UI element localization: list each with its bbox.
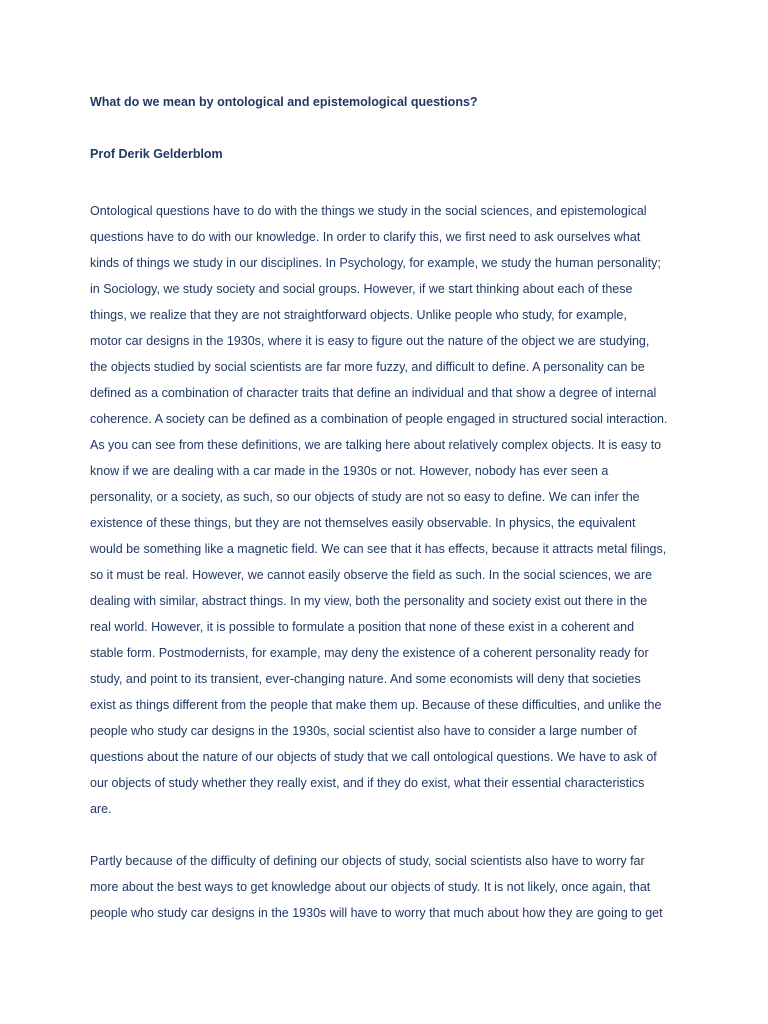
text-line: dealing with similar, abstract things. In my view, both the personality and society exist out there in the bbox=[90, 594, 648, 608]
text-line: defined as a combination of character traits that define an individual and that show a degree of internal bbox=[90, 386, 657, 400]
text-line: study, and point to its transient, ever-changing nature. And some economists will deny that societies bbox=[90, 672, 641, 686]
text-line: Ontological questions have to do with the things we study in the social sciences, and epistemological bbox=[90, 204, 647, 218]
paragraph-ontology bbox=[90, 198, 688, 822]
text-line: are. bbox=[90, 802, 112, 816]
text-line: exist as things different from the people that make them up. Because of these difficulties, and unlike the bbox=[90, 698, 662, 712]
text-line: in Sociology, we study society and social groups. However, if we start thinking about each of these bbox=[90, 282, 633, 296]
text-line: so it must be real. However, we cannot easily observe the field as such. In the social sciences, we are bbox=[90, 568, 653, 582]
text-line: As you can see from these definitions, we are talking here about relatively complex objects. It is easy to bbox=[90, 438, 662, 452]
text-line: questions about the nature of our objects of study that we call ontological questions. We have to ask of bbox=[90, 750, 657, 764]
text-line: things, we realize that they are not straightforward objects. Unlike people who study, for example, bbox=[90, 308, 627, 322]
text-line: stable form. Postmodernists, for example, may deny the existence of a coherent personality ready for bbox=[90, 646, 649, 660]
text-line: Partly because of the difficulty of defining our objects of study, social scientists also have to worry far bbox=[90, 854, 645, 868]
paragraph-epistemology bbox=[90, 848, 688, 926]
document-body bbox=[90, 92, 688, 926]
text-line: personality, or a society, as such, so our objects of study are not so easy to define. We can infer the bbox=[90, 490, 640, 504]
text-line: real world. However, it is possible to formulate a position that none of these exist in a coherent and bbox=[90, 620, 635, 634]
text-line: people who study car designs in the 1930s, social scientist also have to consider a large number of bbox=[90, 724, 637, 738]
text-line: our objects of study whether they really exist, and if they do exist, what their essential characteristics bbox=[90, 776, 645, 790]
text-line: the objects studied by social scientists are far more fuzzy, and difficult to define. A personality can be bbox=[90, 360, 645, 374]
text-line: would be something like a magnetic field. We can see that it has effects, because it attracts metal filings, bbox=[90, 542, 667, 556]
text-line: questions have to do with our knowledge. In order to clarify this, we first need to ask ourselves what bbox=[90, 230, 641, 244]
text-line: know if we are dealing with a car made in the 1930s or not. However, nobody has ever seen a bbox=[90, 464, 609, 478]
text-line: motor car designs in the 1930s, where it is easy to figure out the nature of the object we are studying, bbox=[90, 334, 650, 348]
document-title: What do we mean by ontological and epistemological questions? bbox=[90, 95, 478, 109]
document-author: Prof Derik Gelderblom bbox=[90, 147, 223, 161]
text-line: coherence. A society can be defined as a combination of people engaged in structured social interaction. bbox=[90, 412, 668, 426]
text-line: people who study car designs in the 1930s will have to worry that much about how they are going to get bbox=[90, 906, 663, 920]
text-line: kinds of things we study in our disciplines. In Psychology, for example, we study the human personality; bbox=[90, 256, 661, 270]
text-line: existence of these things, but they are not themselves easily observable. In physics, the equivalent bbox=[90, 516, 636, 530]
text-line: more about the best ways to get knowledge about our objects of study. It is not likely, once again, that bbox=[90, 880, 651, 894]
